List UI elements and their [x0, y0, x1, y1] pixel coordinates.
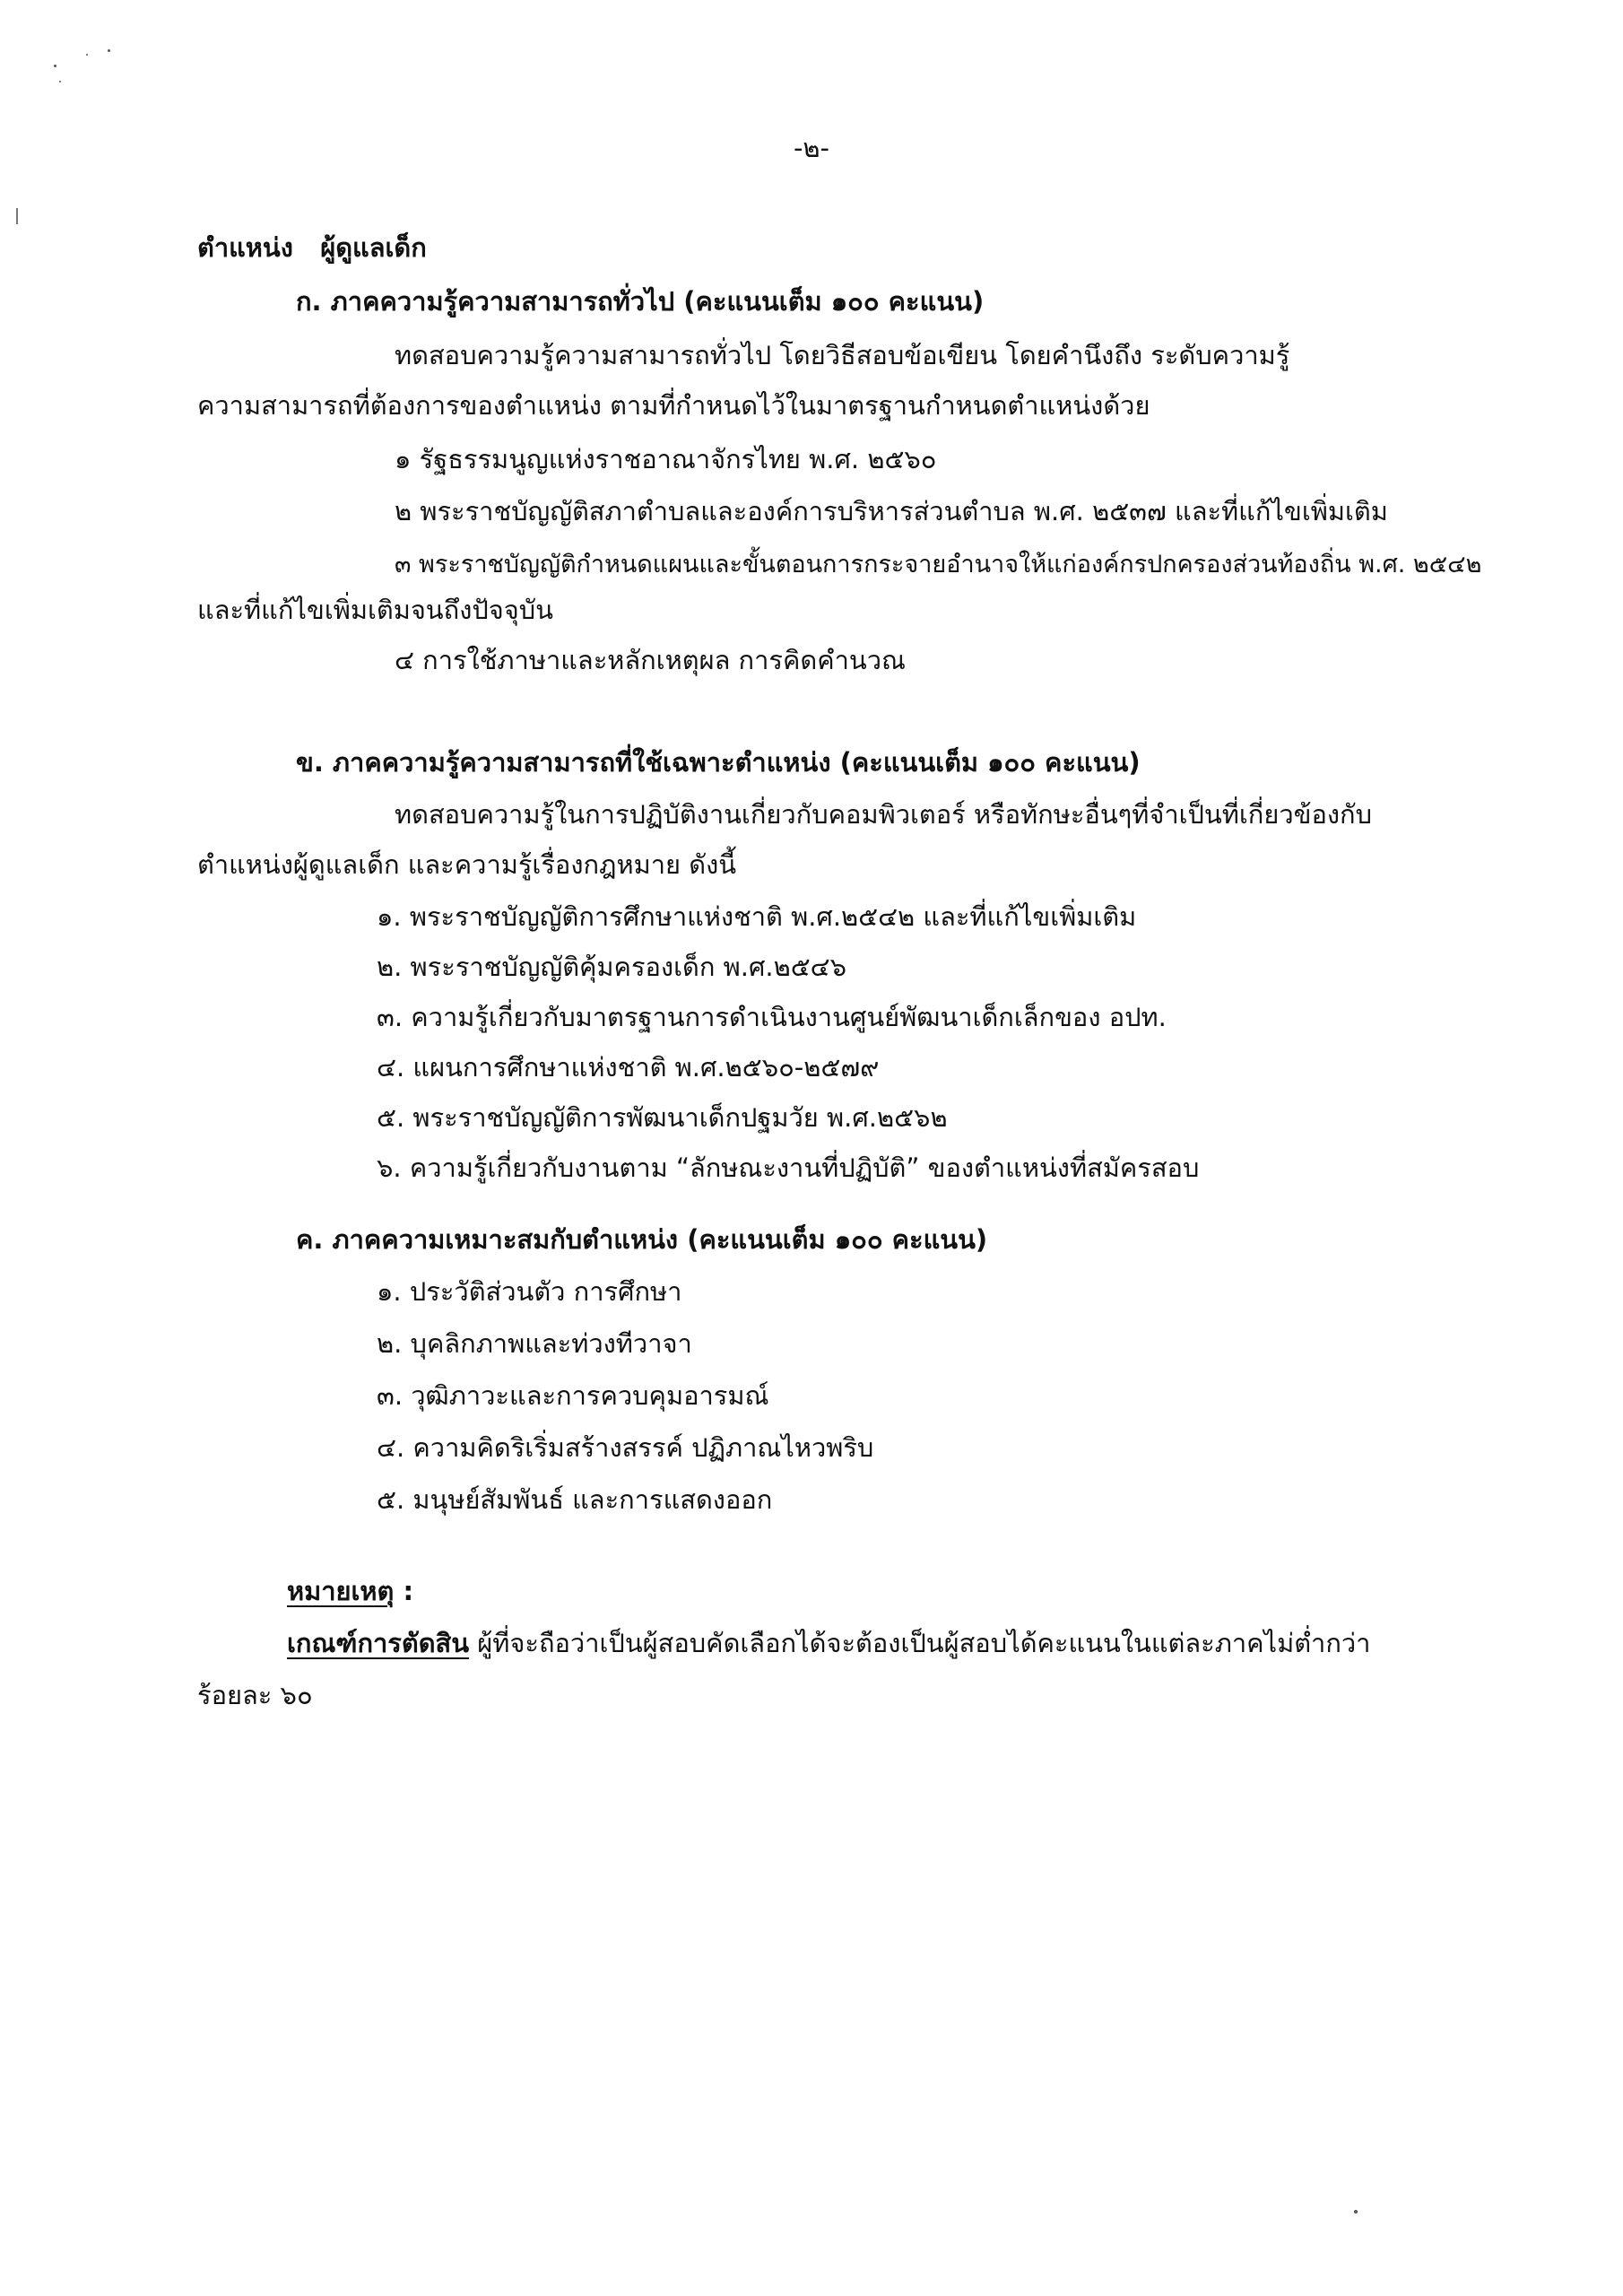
section-a-item-continuation: และที่แก้ไขเพิ่มเติมจนถึงปัจจุบัน — [197, 595, 553, 625]
section-c-item: ๑. ประวัติส่วนตัว การศึกษา — [377, 1276, 682, 1307]
position-heading — [197, 230, 427, 265]
criteria-line — [287, 1625, 1370, 1661]
criteria-label: เกณฑ์การตัดสิน — [287, 1628, 470, 1658]
scan-speck — [59, 81, 61, 83]
section-c-item: ๕. มนุษย์สัมพันธ์ และการแสดงออก — [377, 1484, 773, 1515]
section-b-item: ๕. พระราชบัญญัติการพัฒนาเด็กปฐมวัย พ.ศ.๒๕๖๒ — [377, 1102, 948, 1133]
section-b-heading: ข. ภาคความรู้ความสามารถที่ใช้เฉพาะตำแหน่ง (คะแนนเต็ม ๑๐๐ คะแนน) — [296, 747, 1141, 778]
scan-speck — [86, 54, 88, 56]
section-b-intro-line2: ตำแหน่งผู้ดูแลเด็ก และความรู้เรื่องกฎหมาย ดังนี้ — [197, 849, 737, 880]
scan-edge-mark — [16, 208, 18, 224]
position-label: ตำแหน่ง — [197, 232, 293, 263]
section-a-item: ๓ พระราชบัญญัติกำหนดแผนและขั้นตอนการกระจายอำนาจให้แก่องค์กรปกครองส่วนท้องถิ่น พ.ศ. ๒๕๔๒ — [395, 551, 1482, 578]
section-c-item: ๔. ความคิดริเริ่มสร้างสรรค์ ปฏิภาณไหวพริบ — [377, 1432, 874, 1463]
section-a-intro-line2: ความสามารถที่ต้องการของตำแหน่ง ตามที่กำหนดไว้ในมาตรฐานกำหนดตำแหน่งด้วย — [197, 390, 1150, 421]
criteria-continuation: ร้อยละ ๖๐ — [197, 1680, 313, 1710]
section-c-heading: ค. ภาคความเหมาะสมกับตำแหน่ง (คะแนนเต็ม ๑๐๐ คะแนน) — [296, 1224, 988, 1255]
section-a-item: ๒ พระราชบัญญัติสภาตำบลและองค์การบริหารส่วนตำบล พ.ศ. ๒๕๓๗ และที่แก้ไขเพิ่มเติม — [395, 496, 1388, 526]
scan-speck — [54, 65, 56, 67]
note-heading — [287, 1573, 413, 1609]
section-a-heading: ก. ภาคความรู้ความสามารถทั่วไป (คะแนนเต็ม ๑๐๐ คะแนน) — [296, 286, 985, 317]
criteria-text: ผู้ที่จะถือว่าเป็นผู้สอบคัดเลือกได้จะต้องเป็นผู้สอบได้คะแนนในแต่ละภาคไม่ต่ำกว่า — [469, 1628, 1371, 1658]
scan-speck — [1354, 2210, 1358, 2213]
scan-speck — [108, 49, 110, 52]
section-a-item: ๔ การใช้ภาษาและหลักเหตุผล การคิดคำนวณ — [395, 645, 906, 675]
section-b-item: ๖. ความรู้เกี่ยวกับงานตาม “ลักษณะงานที่ปฏิบัติ” ของตำแหน่งที่สมัครสอบ — [377, 1152, 1200, 1183]
section-a-intro-line1: ทดสอบความรู้ความสามารถทั่วไป โดยวิธีสอบข้อเขียน โดยคำนึงถึง ระดับความรู้ — [395, 340, 1290, 370]
note-label: หมายเหตุ — [287, 1576, 395, 1606]
note-colon: : — [394, 1576, 414, 1606]
section-b-item: ๑. พระราชบัญญัติการศึกษาแห่งชาติ พ.ศ.๒๕๔๒ และที่แก้ไขเพิ่มเติม — [377, 901, 1137, 932]
section-b-item: ๓. ความรู้เกี่ยวกับมาตรฐานการดำเนินงานศูนย์พัฒนาเด็กเล็กของ อปท. — [377, 1002, 1167, 1032]
page-number: -๒- — [793, 133, 830, 163]
section-c-item: ๓. วุฒิภาวะและการควบคุมอารมณ์ — [377, 1380, 769, 1411]
section-b-item: ๔. แผนการศึกษาแห่งชาติ พ.ศ.๒๕๖๐-๒๕๗๙ — [377, 1052, 880, 1083]
position-title: ผู้ดูแลเด็ก — [320, 232, 427, 263]
section-a-item: ๑ รัฐธรรมนูญแห่งราชอาณาจักรไทย พ.ศ. ๒๕๖๐ — [395, 444, 937, 474]
section-b-item: ๒. พระราชบัญญัติคุ้มครองเด็ก พ.ศ.๒๕๔๖ — [377, 952, 846, 982]
section-c-item: ๒. บุคลิกภาพและท่วงทีวาจา — [377, 1328, 692, 1359]
section-b-intro-line1: ทดสอบความรู้ในการปฏิบัติงานเกี่ยวกับคอมพิวเตอร์ หรือทักษะอื่นๆที่จำเป็นที่เกี่ยวข้องกับ — [395, 799, 1372, 830]
